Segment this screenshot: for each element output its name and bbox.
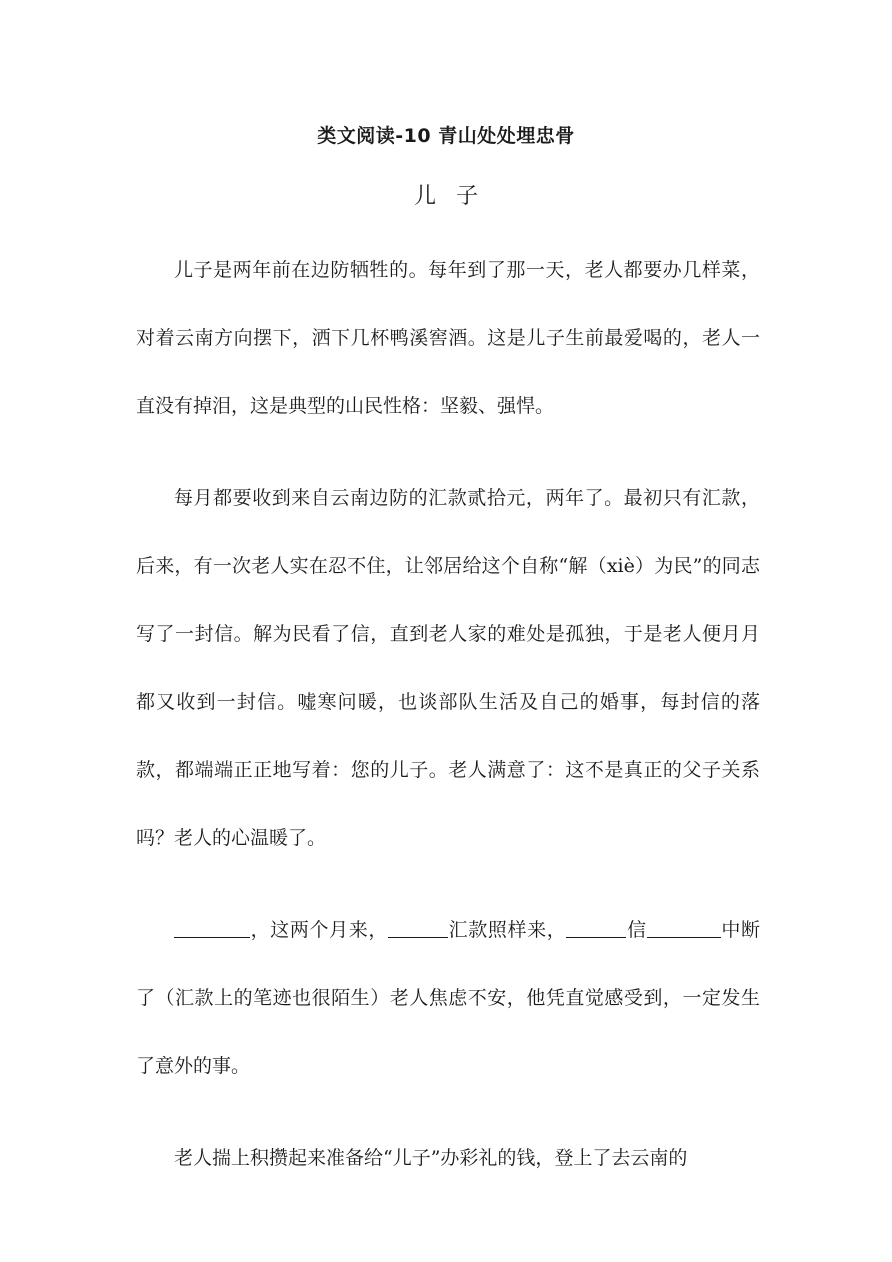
paragraph-3: [136, 896, 760, 1100]
document-title: 类文阅读-10 青山处处埋忠骨: [317, 125, 575, 147]
paragraph-3-segment-4: 中断了（汇款上的笔迹也很陌生）老人焦虑不安，他凭直觉感受到，一定发生了意外的事。: [136, 919, 760, 1077]
paragraph-3-segment-2: 汇款照样来，: [448, 919, 567, 941]
article-title: 儿子: [413, 184, 498, 209]
fill-blank-2: [388, 919, 448, 938]
paragraph-4: 老人揣上积攒起来准备给“儿子”办彩礼的钱，登上了去云南的: [174, 1147, 688, 1169]
paragraph-3-segment-3: 信: [626, 919, 647, 941]
article-body: [136, 236, 760, 1192]
fill-blank-1: [174, 919, 250, 938]
fill-blank-3: [566, 919, 626, 938]
fill-blank-4: [647, 919, 721, 938]
paragraph-3-segment-1: ，这两个月来，: [250, 919, 389, 941]
paragraph-1: 儿子是两年前在边防牺牲的。每年到了那一天，老人都要办几样菜，对着云南方向摆下，洒下几杯鸭溪窖酒。这是儿子生前最爱喝的，老人一直没有掉泪，这是典型的山民性格：坚毅、强悍。: [136, 259, 760, 417]
paragraph-2: 每月都要收到来自云南边防的汇款贰拾元，两年了。最初只有汇款，后来，有一次老人实在忍不住，让邻居给这个自称“解（xiè）为民”的同志写了一封信。解为民看了信，直到老人家的难处是孤独，于是老人便月月都又收到一封信。嘘寒问暖，也谈部队生活及自己的婚事，每封信的落款，都端端正正地写着：您的儿子。老人满意了：这不是真正的父子关系吗？老人的心温暖了。: [136, 487, 760, 849]
